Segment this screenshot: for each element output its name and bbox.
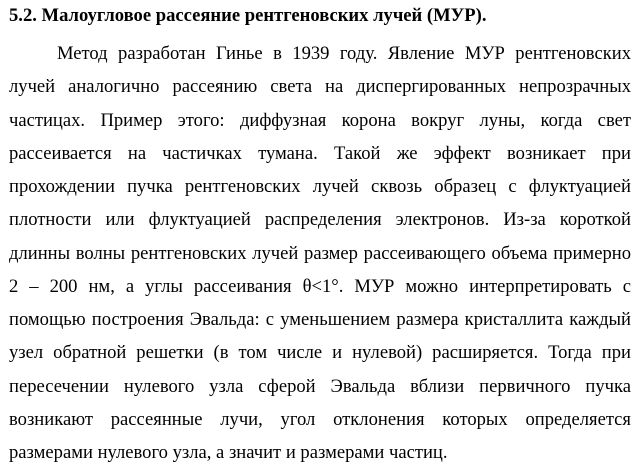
paragraph-line: размерами нулевого узла, а значит и размерами частиц. — [9, 442, 448, 463]
paragraph-line: длинны волны рентгеновских лучей размер рассеивающего объема примерно — [9, 242, 631, 264]
paragraph-line: возникают рассеянные лучи, угол отклонения которых определяется — [9, 408, 631, 430]
body-paragraph — [9, 37, 631, 469]
paragraph-line: 2 – 200 нм, а углы рассеивания θ<1°. МУР можно интерпретировать с — [9, 275, 631, 297]
paragraph-line: пересечении нулевого узла сферой Эвальда вблизи первичного пучка — [9, 375, 631, 397]
paragraph-line: частицах. Пример этого: диффузная корона вокруг луны, когда свет — [9, 109, 631, 131]
paragraph-line: плотности или флуктуацией распределения электронов. Из-за короткой — [9, 209, 631, 231]
paragraph-line: узел обратной решетки (в том числе и нулевой) расширяется. Тогда при — [9, 342, 631, 364]
paragraph-line: помощью построения Эвальда: с уменьшением размера кристаллита каждый — [9, 309, 631, 330]
paragraph-line: прохождении пучка рентгеновских лучей сквозь образец с флуктуацией — [9, 176, 631, 197]
section-heading: 5.2. Малоугловое рассеяние рентгеновских лучей (МУР). — [9, 5, 487, 26]
paragraph-line: лучей аналогично рассеянию света на диспергированных непрозрачных — [9, 76, 631, 98]
paragraph-line: рассеивается на частичках тумана. Такой же эффект возникает при — [9, 142, 631, 164]
paragraph-line: Метод разработан Гинье в 1939 году. Явление МУР рентгеновских — [57, 43, 631, 64]
